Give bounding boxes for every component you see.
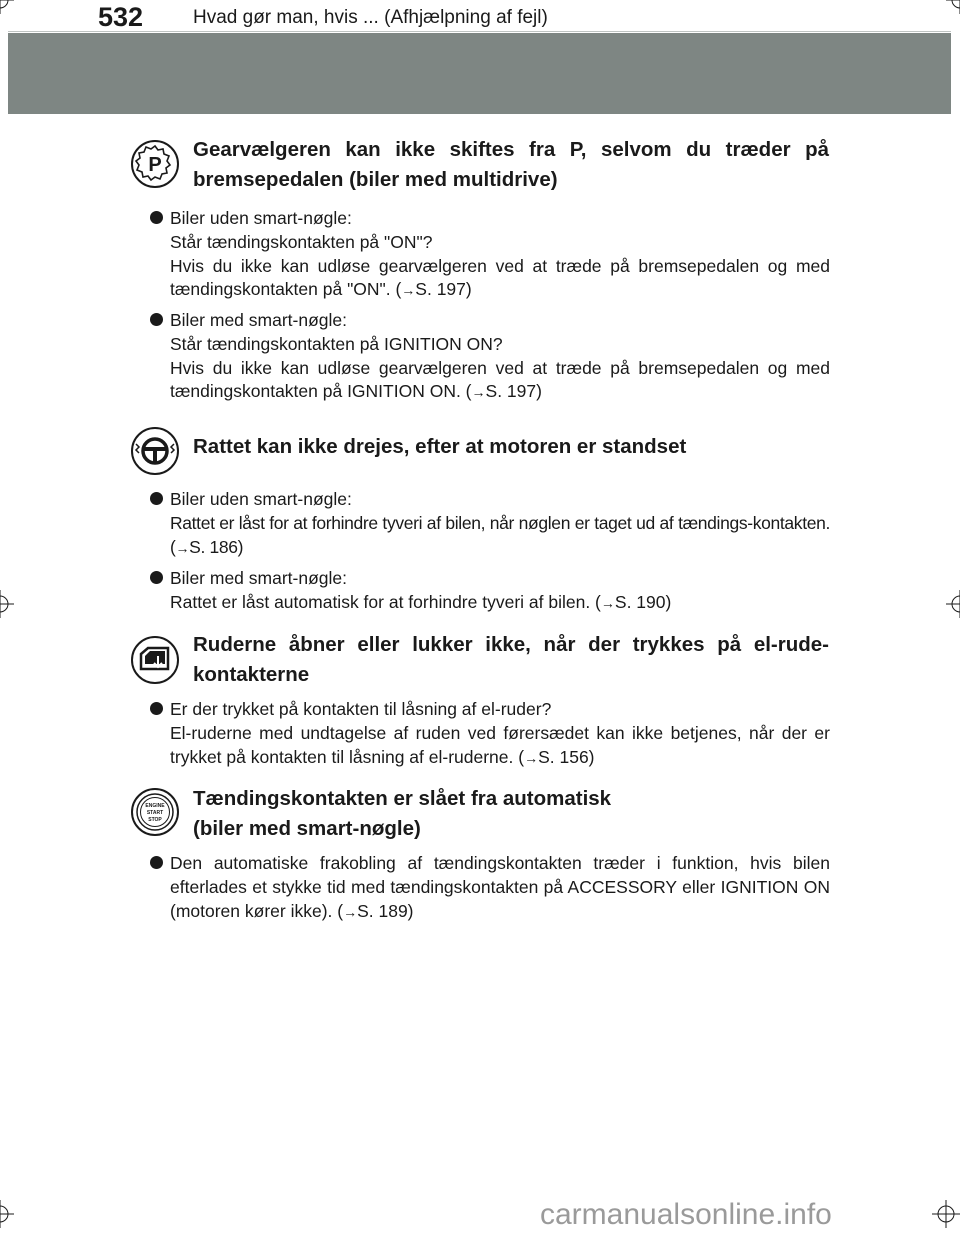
section-title: Gearvælgeren kan ikke skiftes fra P, selvom du træder på bremsepedalen (biler med multidrive): [193, 138, 829, 191]
bullet: [150, 313, 163, 326]
registration-mark-icon: [0, 0, 14, 14]
registration-mark-icon: [932, 1200, 960, 1228]
icon-label: STOP: [148, 817, 162, 823]
item-line: Hvis du ikke kan udløse gearvælgeren ved at træde på bremsepedalen og med tændingskontakten på "ON". (→S. 197): [170, 255, 830, 300]
item-line: Den automatiske frakobling af tændingskontakten træder i funktion, hvis bilen efterlades et stykke tid med tændingskontakten på ACCESSORY eller IGNITION ON (motoren kører ikke). (→S. 189): [170, 853, 830, 921]
bullet: [150, 571, 163, 584]
item-line: Biler med smart-nøgle:: [170, 568, 347, 588]
page-ref-link[interactable]: S. 197): [415, 279, 472, 300]
bullet: [150, 856, 163, 869]
item-line: Biler uden smart-nøgle:: [170, 489, 352, 509]
section-title: Ruderne åbner eller lukker ikke, når der trykkes på el-rude-kontakterne: [193, 633, 829, 686]
arrow-right-icon: →: [401, 282, 416, 299]
steering-wheel-lock-icon: [130, 426, 180, 476]
registration-mark-icon: [946, 0, 960, 14]
icon-label: START: [146, 810, 164, 816]
p-gear-warning-icon: [130, 139, 180, 189]
arrow-right-icon: →: [524, 749, 539, 766]
section-title-line: Tændingskontakten er slået fra automatisk: [193, 787, 612, 810]
item-line: Rattet er låst for at forhindre tyveri af bilen, når nøglen er taget ud af tændings-kontakten. (→S. 186): [170, 512, 830, 557]
arrow-right-icon: →: [600, 594, 615, 611]
item-line: Biler uden smart-nøgle:: [170, 208, 352, 228]
page-ref-link[interactable]: S. 190): [614, 591, 672, 612]
watermark: carmanualsonline.info: [540, 1198, 832, 1231]
page-ref-link[interactable]: S. 156): [538, 746, 595, 767]
bullet: [150, 211, 163, 224]
page-ref-link[interactable]: S. 186): [189, 536, 244, 557]
header-rule: [8, 31, 951, 32]
item-line: Står tændingskontakten på "ON"?: [170, 231, 433, 252]
arrow-right-icon: →: [175, 539, 190, 556]
arrow-right-icon: →: [471, 384, 486, 401]
registration-mark-icon: [0, 1200, 14, 1228]
page-ref-link[interactable]: S. 197): [485, 381, 542, 402]
registration-mark-icon: [946, 590, 960, 618]
svg-text:P: P: [148, 154, 162, 176]
power-window-icon: [130, 635, 180, 685]
page-number: 532: [98, 2, 144, 32]
bullet: [150, 702, 163, 715]
item-line: Er der trykket på kontakten til låsning af el-ruder?: [170, 699, 552, 719]
item-line: El-ruderne med undtagelse af ruden ved førersædet kan ikke betjenes, når der er trykket på kontakten til låsning af el-ruderne. (→S. 156): [170, 722, 830, 767]
arrow-right-icon: →: [343, 903, 358, 920]
bullet: [150, 492, 163, 505]
section-title-line: (biler med smart-nøgle): [193, 817, 421, 840]
item-line: Hvis du ikke kan udløse gearvælgeren ved at træde på bremsepedalen og med tændingskontakten på IGNITION ON. (→S. 197): [170, 357, 830, 402]
item-line: Biler med smart-nøgle:: [170, 310, 347, 330]
running-head: Hvad gør man, hvis ... (Afhjælpning af fejl): [193, 7, 548, 28]
item-line: Står tændingskontakten på IGNITION ON?: [170, 333, 503, 354]
registration-mark-icon: [0, 590, 14, 618]
section-title: Rattet kan ikke drejes, efter at motoren er standset: [193, 435, 687, 458]
item-line: Rattet er låst automatisk for at forhindre tyveri af bilen. (→S. 190): [170, 591, 672, 612]
engine-start-stop-icon: [130, 787, 180, 837]
section-title: [193, 784, 829, 844]
icon-label: ENGINE: [145, 803, 165, 809]
header-band: [8, 33, 951, 114]
page-ref-link[interactable]: S. 189): [357, 900, 414, 921]
